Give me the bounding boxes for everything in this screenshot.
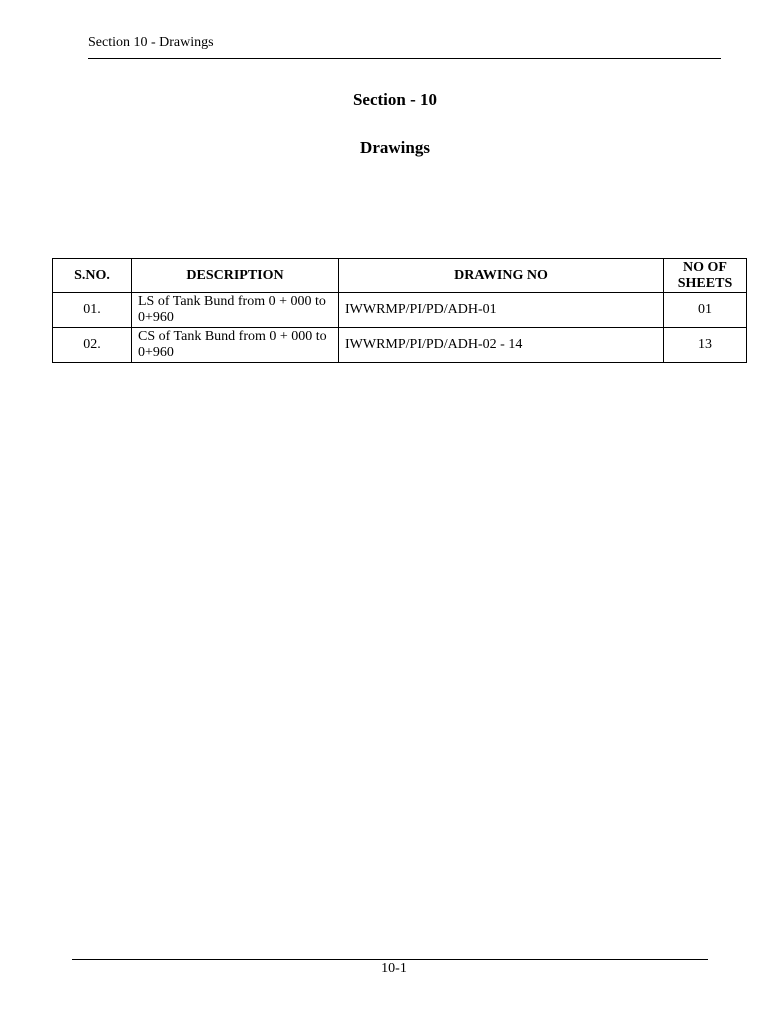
section-subtitle: Drawings — [360, 138, 430, 157]
table-row — [53, 328, 747, 363]
cell-no-of-sheets: 01 — [664, 293, 747, 328]
running-header: Section 10 - Drawings — [88, 35, 214, 50]
cell-drawing-no: IWWRMP/PI/PD/ADH-01 — [339, 293, 664, 328]
header-sno: S.NO. — [53, 259, 132, 293]
table-row — [53, 293, 747, 328]
header-description: DESCRIPTION — [132, 259, 339, 293]
cell-no-of-sheets: 13 — [664, 328, 747, 363]
header-rule — [88, 58, 721, 59]
cell-description: LS of Tank Bund from 0 + 000 to 0+960 — [132, 293, 339, 328]
cell-drawing-no: IWWRMP/PI/PD/ADH-02 - 14 — [339, 328, 664, 363]
header-no-of-sheets: NO OF SHEETS — [664, 259, 747, 293]
header-drawing-no: DRAWING NO — [339, 259, 664, 293]
table-header-row — [53, 259, 747, 293]
cell-sno: 02. — [53, 328, 132, 363]
section-title: Section - 10 — [352, 90, 438, 109]
drawings-table — [52, 258, 747, 363]
cell-description: CS of Tank Bund from 0 + 000 to 0+960 — [132, 328, 339, 363]
page-number: 10-1 — [381, 961, 407, 976]
cell-sno: 01. — [53, 293, 132, 328]
